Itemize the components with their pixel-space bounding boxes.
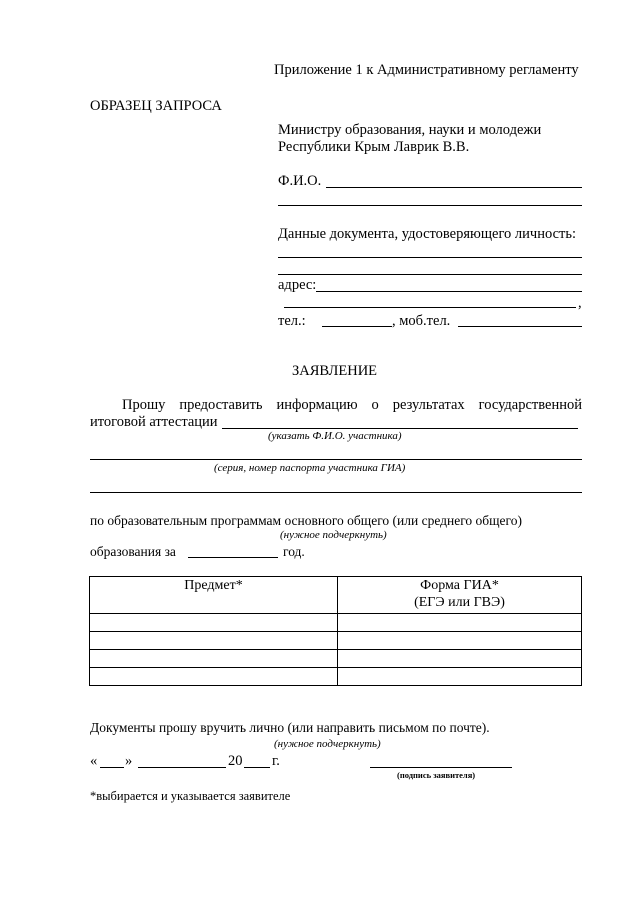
date-quote-open: « [90,753,98,769]
column-header-form: Форма ГИА* (ЕГЭ или ГВЭ) [338,577,582,614]
delivery-line: Документы прошу вручить лично (или направить письмом по почте). [90,720,490,735]
addressee-line-1: Министру образования, науки и молодежи [278,122,542,138]
address-label: адрес: [278,277,317,293]
participant-fio-hint: (указать Ф.И.О. участника) [268,430,402,442]
date-month-line[interactable] [138,767,226,768]
form-cell[interactable] [338,632,582,650]
statement-title: ЗАЯВЛЕНИЕ [292,363,378,379]
date-year-suffix: г. [272,753,280,769]
mobile-field-line[interactable] [458,326,582,327]
subject-cell[interactable] [90,632,338,650]
year-field-line[interactable] [188,557,278,558]
passport-line[interactable] [90,459,582,460]
phone-field-line[interactable] [322,326,392,327]
education-for-label: образования за [90,544,176,559]
date-year-prefix: 20 [228,753,243,769]
date-day-line[interactable] [100,767,124,768]
table-row [90,632,582,650]
id-document-label: Данные документа, удостоверяющего личность: [278,226,576,242]
fio-label: Ф.И.О. [278,173,322,189]
form-cell[interactable] [338,650,582,668]
id-document-line-2[interactable] [278,274,582,275]
extra-line[interactable] [90,492,582,493]
address-line-2[interactable] [284,307,576,308]
id-document-line-1[interactable] [278,257,582,258]
signature-hint: (подпись заявителя) [397,770,476,780]
addressee-line-2: Республики Крым Лаврик В.В. [278,139,470,155]
signature-line[interactable] [370,767,512,768]
delivery-hint: (нужное подчеркнуть) [274,738,381,750]
statement-line-2: итоговой аттестации [90,414,218,430]
address-line-1[interactable] [316,291,582,292]
fio-field-line[interactable] [326,187,582,188]
phone-label: тел.: [278,313,306,329]
programs-line: по образовательным программам основного общего (или среднего общего) [90,513,522,528]
date-year-line[interactable] [244,767,270,768]
participant-fio-line[interactable] [222,428,578,429]
form-cell[interactable] [338,614,582,632]
footnote: *выбирается и указывается заявителе [90,789,291,803]
column-header-subject: Предмет* [90,577,338,614]
table-header-row [90,577,582,614]
appendix-note: Приложение 1 к Административному регламенту [274,62,579,78]
table-row [90,650,582,668]
subjects-table [89,576,582,686]
mobile-label: , моб.тел. [392,313,451,329]
address-comma: , [578,295,582,311]
subject-cell[interactable] [90,614,338,632]
subject-cell[interactable] [90,650,338,668]
table-row [90,668,582,686]
subject-cell[interactable] [90,668,338,686]
fio-field-line-2[interactable] [278,205,582,206]
table-row [90,614,582,632]
passport-hint: (серия, номер паспорта участника ГИА) [214,462,406,474]
programs-hint: (нужное подчеркнуть) [280,529,387,541]
date-quote-close: » [125,753,133,769]
sample-title: ОБРАЗЕЦ ЗАПРОСА [90,98,222,114]
form-cell[interactable] [338,668,582,686]
statement-line-1: Прошу предоставить информацию о результатах государственной [122,397,582,413]
year-word: год. [283,544,305,559]
